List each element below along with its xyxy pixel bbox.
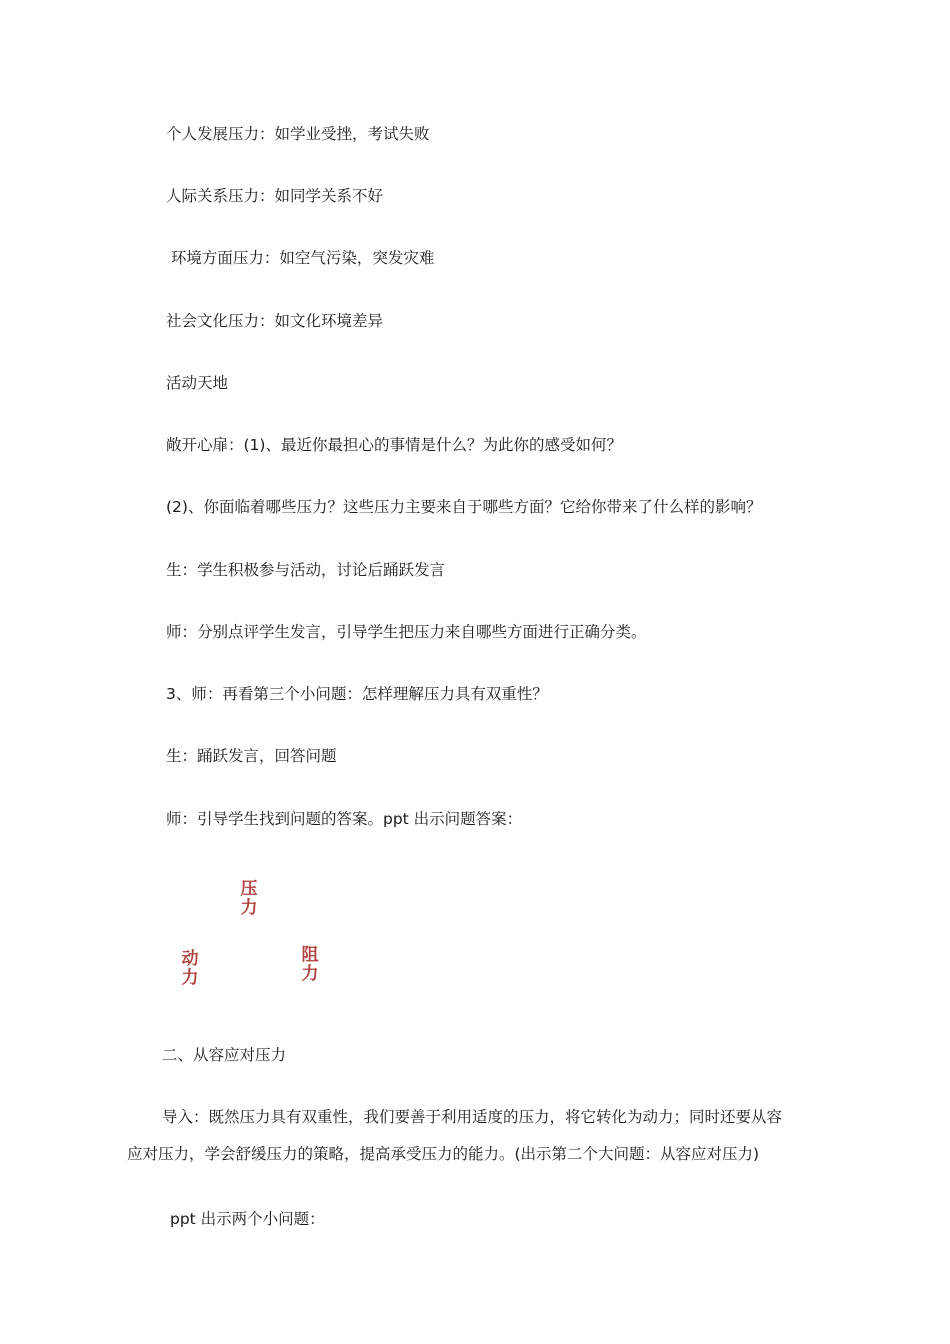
text-line-culture-pressure: 社会文化压力：如文化环境差异 — [166, 312, 384, 330]
text-line-personal-pressure: 个人发展压力：如学业受挫，考试失败 — [166, 125, 430, 143]
text-line-activity-title: 活动天地 — [166, 374, 229, 392]
text-line-question-1: 敞开心扉：(1)、最近你最担心的事情是什么？为此你的感受如何？ — [166, 436, 622, 454]
text-line-question-2: (2)、你面临着哪些压力？这些压力主要来自于哪些方面？它给你带来了什么样的影响？ — [166, 498, 762, 516]
text-line-teacher-guide: 师：引导学生找到问题的答案。ppt 出示问题答案： — [166, 810, 523, 828]
diagram-label-pressure: 压力 — [240, 879, 258, 918]
text-line-ppt-questions: ppt 出示两个小问题： — [170, 1210, 325, 1228]
text-line-student-answer: 生：踊跃发言，回答问题 — [166, 747, 337, 765]
text-line-teacher-comment: 师：分别点评学生发言，引导学生把压力来自哪些方面进行正确分类。 — [166, 623, 647, 641]
text-line-student-participate: 生：学生积极参与活动，讨论后踊跃发言 — [166, 561, 446, 579]
intro-paragraph-line-2: 应对压力，学会舒缓压力的策略，提高承受压力的能力。(出示第二个大问题：从容应对压力) — [127, 1145, 760, 1163]
text-line-question-3: 3、师：再看第三个小问题：怎样理解压力具有双重性？ — [166, 685, 548, 703]
diagram-label-resistance: 阻力 — [301, 945, 319, 984]
text-line-environment-pressure: 环境方面压力：如空气污染，突发灾难 — [166, 249, 435, 267]
diagram-label-motivation: 动力 — [181, 949, 199, 988]
section-heading: 二、从容应对压力 — [162, 1046, 287, 1064]
intro-paragraph-line-1: 导入：既然压力具有双重性，我们要善于利用适度的压力，将它转化为动力；同时还要从容 — [162, 1108, 783, 1126]
text-line-relationship-pressure: 人际关系压力：如同学关系不好 — [166, 187, 384, 205]
